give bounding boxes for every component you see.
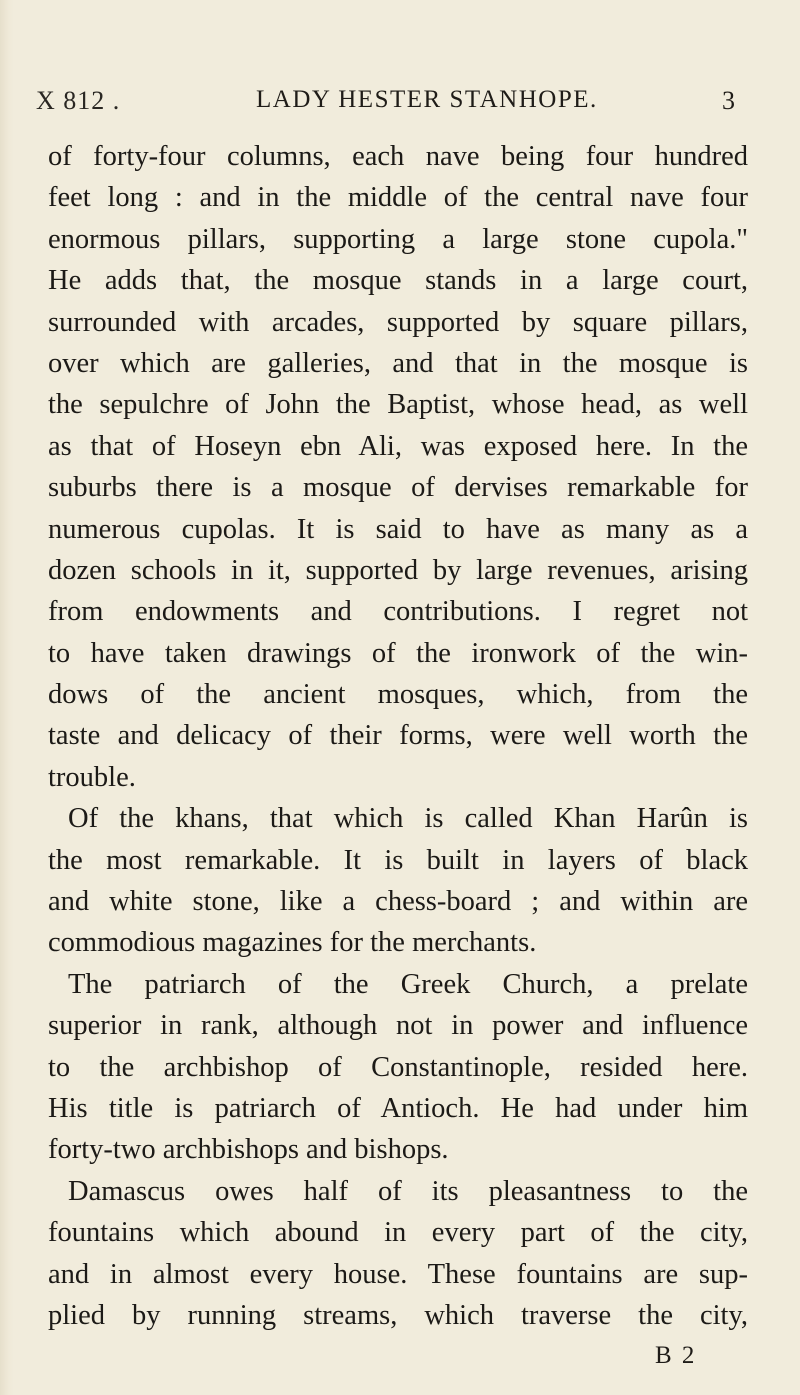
text-line: The patriarch of the Greek Church, a prelate xyxy=(68,968,748,1000)
text-line: commodious magazines for the merchants. xyxy=(48,927,537,959)
shelfmark-annotation: X 812 . xyxy=(36,86,121,115)
text-line: superior in rank, although not in power and influence xyxy=(48,1010,748,1042)
text-line: plied by running streams, which traverse the city, xyxy=(48,1299,748,1331)
body-text xyxy=(48,136,748,1336)
text-line: and in almost every house. These fountains are sup- xyxy=(48,1258,748,1290)
text-line: Of the khans, that which is called Khan Harûn is xyxy=(68,803,748,835)
page-number: 3 xyxy=(722,86,735,115)
text-line: surrounded with arcades, supported by square pillars, xyxy=(48,306,748,338)
text-line: numerous cupolas. It is said to have as many as a xyxy=(48,513,748,545)
text-line: trouble. xyxy=(48,761,136,793)
text-line: to the archbishop of Constantinople, resided here. xyxy=(48,1051,748,1083)
text-line: dows of the ancient mosques, which, from the xyxy=(48,679,748,711)
text-line: and white stone, like a chess-board ; and within are xyxy=(48,886,748,918)
text-line: dozen schools in it, supported by large revenues, arising xyxy=(48,554,748,586)
text-line: forty-two archbishops and bishops. xyxy=(48,1134,449,1166)
running-title: LADY HESTER STANHOPE. xyxy=(256,86,598,113)
text-line: of forty-four columns, each nave being four hundred xyxy=(48,141,748,172)
text-line: enormous pillars, supporting a large stone cupola." xyxy=(48,223,748,255)
text-line: as that of Hoseyn ebn Ali, was exposed here. In the xyxy=(48,430,748,462)
text-line: fountains which abound in every part of the city, xyxy=(48,1217,748,1249)
text-line: suburbs there is a mosque of dervises remarkable for xyxy=(48,472,748,504)
text-line: feet long : and in the middle of the central nave four xyxy=(48,182,748,214)
text-line: to have taken drawings of the ironwork of the win- xyxy=(48,637,748,669)
signature-mark: B 2 xyxy=(655,1342,697,1369)
text-line: He adds that, the mosque stands in a large court, xyxy=(48,265,748,297)
text-line: from endowments and contributions. I regret not xyxy=(48,596,748,628)
text-line: the sepulchre of John the Baptist, whose head, as well xyxy=(48,389,748,421)
text-line: Damascus owes half of its pleasantness to the xyxy=(68,1175,748,1207)
page-header xyxy=(0,86,800,118)
text-line: the most remarkable. It is built in layers of black xyxy=(48,844,748,876)
text-line: taste and delicacy of their forms, were well worth the xyxy=(48,720,748,752)
text-line: His title is patriarch of Antioch. He had under him xyxy=(48,1092,748,1124)
page-left-edge xyxy=(0,0,14,1395)
text-line: over which are galleries, and that in the mosque is xyxy=(48,347,748,379)
